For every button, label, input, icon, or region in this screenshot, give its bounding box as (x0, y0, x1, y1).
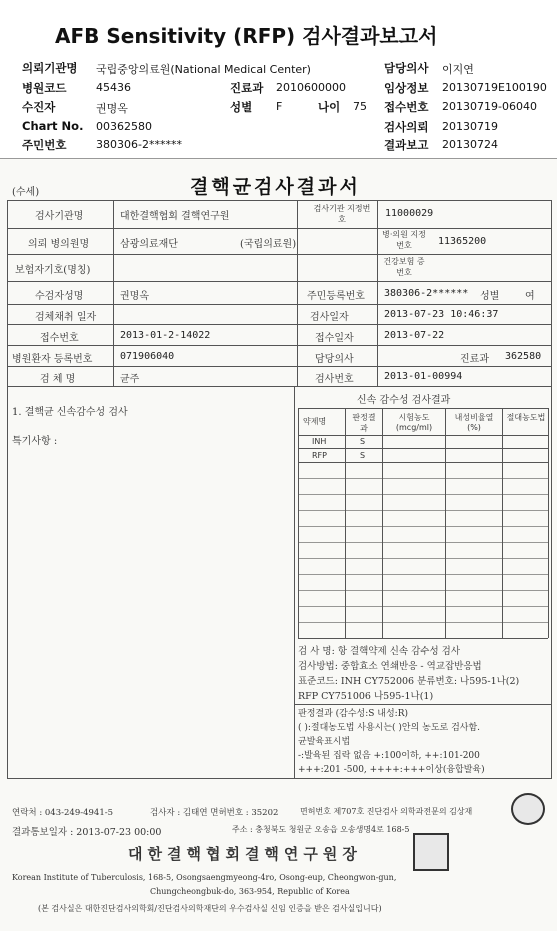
receipt-value: 20130719-06040 (442, 100, 537, 113)
drug-rfp: RFP (312, 451, 327, 460)
doctor-label: 담당의사 (384, 61, 429, 75)
left-item-2: 특기사항 : (12, 436, 58, 447)
hospital-label: 의뢰 병의원명 (28, 239, 90, 250)
judge-line-5: +++:201 -500, ++++:+++이상(융합발육) (298, 765, 485, 775)
footer-notify-date: 결과통보일자 : 2013-07-23 00:00 (12, 827, 162, 838)
receipt-date-value: 2013-07-22 (384, 330, 445, 341)
collect-label: 검체채취 일자 (35, 312, 97, 323)
receipt-row-label: 접수번호 (40, 333, 79, 344)
rrn-label: 주민등록번호 (307, 291, 365, 302)
clinical-label: 임상정보 (384, 81, 429, 95)
receipt-label: 접수번호 (384, 100, 429, 114)
sex-row-label: 성별 (480, 291, 500, 302)
round-seal (511, 793, 545, 825)
th-absolute: 절대농도법 (506, 413, 546, 422)
id-value: 380306-2****** (96, 138, 182, 151)
patient-value: 권명옥 (96, 102, 128, 115)
insurance-label: 보험자기호(명칭) (15, 265, 91, 276)
sex-value: F (276, 100, 283, 113)
method-line-4: RFP CY751006 나595-1나(1) (298, 691, 434, 702)
code-value: 45436 (96, 81, 131, 94)
dept-value: 2010600000 (276, 81, 346, 94)
hospital-note: (국립의료원) (240, 239, 297, 250)
inst-label: 의뢰기관명 (22, 61, 78, 75)
request-value: 20130719 (442, 120, 498, 133)
designated-value: 11000029 (385, 208, 434, 219)
result-rfp: S (360, 451, 366, 460)
footer-eng-1: Korean Institute of Tuberculosis, 168-5, Osongsaengmyeong-4ro, Osong-eup, Cheongwon-gun, (12, 873, 397, 882)
result-label: 결과보고 (384, 138, 429, 152)
drug-inh: INH (312, 437, 327, 446)
id-label: 주민번호 (22, 138, 67, 152)
dept-row-label: 진료과 (460, 354, 489, 365)
fast-title: 신속 감수성 검사결과 (357, 395, 451, 406)
designated-label: 검사기관 지정번호 (313, 204, 371, 224)
th-ratio: 내성비율열(%) (454, 413, 494, 432)
name-label: 수검자성명 (35, 291, 84, 302)
reg-value: 071906040 (120, 351, 175, 362)
judge-line-2: ( ):절대농도법 사용시는( )안의 농도로 검사함. (298, 723, 481, 733)
code-label: 병원코드 (22, 81, 67, 95)
reg-label: 병원환자 등록번호 (12, 354, 93, 365)
age-label: 나이 (318, 100, 341, 114)
footer-org: 대한결핵협회결핵연구원장 (128, 845, 362, 863)
name-value: 권명옥 (120, 291, 149, 302)
square-seal (413, 833, 449, 871)
footer-contact: 연락처 : 043-249-4941-5 (12, 808, 114, 818)
specimen-value: 균주 (120, 374, 140, 385)
test-date-label: 검사일자 (310, 312, 349, 323)
method-line-2: 검사방법: 중합효소 연쇄반응 - 역교잡반응법 (298, 661, 482, 672)
age-value: 75 (353, 100, 367, 113)
judge-line-4: -:발육된 집락 없음 +:100이하, ++:101-200 (298, 751, 480, 761)
receipt-row-value: 2013-01-2-14022 (120, 330, 211, 341)
th-conc: 시험농도(mcg/ml) (395, 413, 433, 432)
scan-title: 결핵균검사결과서 (190, 176, 361, 198)
hospital-value: 삼광의료재단 (120, 239, 178, 250)
inst-row-label: 검사기관명 (35, 211, 84, 222)
test-date-value: 2013-07-23 10:46:37 (384, 309, 499, 320)
test-no-label: 검사번호 (315, 374, 354, 385)
chart-label: Chart No. (22, 119, 84, 133)
rrn-value: 380306-2****** (384, 288, 469, 299)
th-result: 판정결과 (352, 413, 376, 433)
method-line-1: 검 사 명: 항 결핵약제 신속 감수성 검사 (298, 646, 460, 657)
health-label: 건강보험 증번호 (383, 257, 425, 277)
footer-note: (본 검사실은 대한진단검사의학회/진단검사의학재단의 우수검사실 신임 인증을 받은 검사실입니다) (38, 904, 382, 913)
footer-address: 주소 : 충청북도 청원군 오송읍 오송생명4로 168-5 (232, 825, 410, 834)
request-label: 검사의뢰 (384, 120, 429, 134)
specimen-label: 검 체 명 (40, 374, 76, 385)
doctor-value: 이지연 (442, 63, 474, 76)
inst-row-value: 대한결핵협회 결핵연구원 (120, 211, 230, 222)
corner-mark: (수세) (12, 187, 40, 198)
footer-license: 면허번호 제707호 진단검사 의학과전문의 김상재 (300, 807, 473, 816)
judge-line-1: 판정결과 (감수성:S 내성:R) (298, 709, 408, 719)
result-value: 20130724 (442, 138, 498, 151)
sex-label: 성별 (230, 100, 253, 114)
footer-inspector: 검사자 : 김태연 면허번호 : 35202 (150, 808, 279, 818)
sex-row-value: 여 (525, 291, 535, 302)
left-item-1: 1. 결핵균 신속감수성 검사 (12, 407, 128, 418)
report-title: AFB Sensitivity (RFP) 검사결과보고서 (55, 24, 438, 48)
judge-line-3: 균발육표시법 (298, 737, 351, 747)
inst-value: 국립중앙의료원(National Medical Center) (96, 63, 311, 76)
hosp-no-label: 병·의원 지정번호 (382, 230, 426, 250)
dept-label: 진료과 (230, 81, 264, 95)
result-inh: S (360, 437, 366, 446)
method-line-3: 표준코드: INH CY752006 분류번호: 나595-1나(2) (298, 676, 520, 687)
chart-value: 00362580 (96, 120, 152, 133)
dept-row-value: 362580 (505, 351, 542, 362)
footer-eng-2: Chungcheongbuk-do, 363-954, Republic of Korea (150, 887, 350, 896)
test-no-value: 2013-01-00994 (384, 371, 463, 382)
receipt-date-label: 접수일자 (315, 333, 354, 344)
hosp-no-value: 11365200 (438, 236, 487, 247)
clinical-value: 20130719E100190 (442, 81, 547, 94)
doctor-row-label: 담당의사 (315, 354, 354, 365)
th-drug: 약제명 (303, 417, 327, 426)
patient-label: 수진자 (22, 100, 56, 114)
